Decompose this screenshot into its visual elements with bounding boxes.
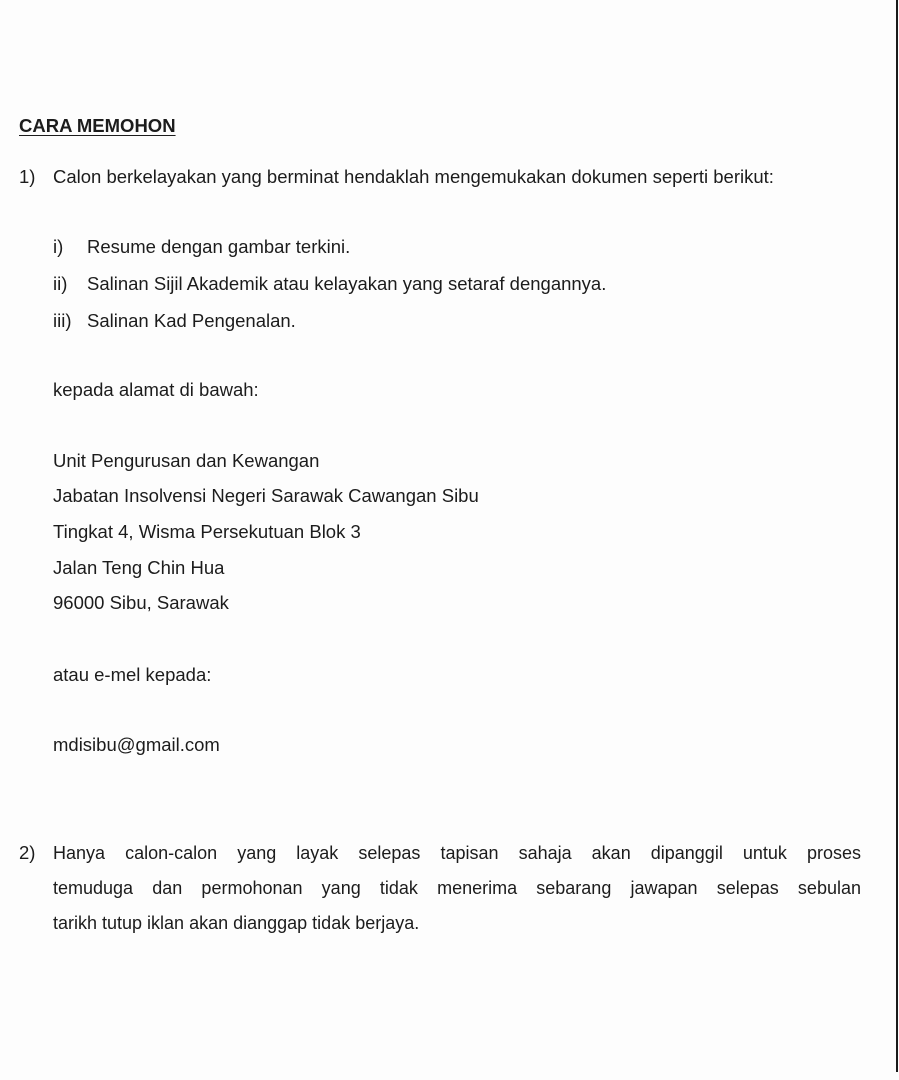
address-line: Unit Pengurusan dan Kewangan (53, 450, 320, 471)
item-2-line: temuduga dan permohonan yang tidak menerima sebarang jawapan selepas sebulan (53, 878, 861, 898)
item-1-text: Calon berkelayakan yang berminat hendaklah mengemukakan dokumen seperti berikut: (53, 166, 774, 187)
address-line: Jabatan Insolvensi Negeri Sarawak Cawangan Sibu (53, 485, 479, 506)
document-item-text: Salinan Sijil Akademik atau kelayakan yang setaraf dengannya. (87, 273, 607, 294)
address-line: Jalan Teng Chin Hua (53, 557, 225, 578)
item-2-line: tarikh tutup iklan akan dianggap tidak berjaya. (53, 913, 420, 933)
address-line: Tingkat 4, Wisma Persekutuan Blok 3 (53, 521, 361, 542)
document-item-number: iii) (53, 310, 72, 331)
document-item-number: ii) (53, 273, 68, 294)
item-1-number: 1) (19, 166, 36, 187)
email-intro: atau e-mel kepada: (53, 664, 212, 685)
document-item-text: Salinan Kad Pengenalan. (87, 310, 296, 331)
document-item-text: Resume dengan gambar terkini. (87, 236, 351, 257)
address-line: 96000 Sibu, Sarawak (53, 592, 229, 613)
address-intro: kepada alamat di bawah: (53, 379, 259, 400)
item-2-line: Hanya calon-calon yang layak selepas tapisan sahaja akan dipanggil untuk proses (53, 843, 861, 863)
document-item-number: i) (53, 236, 64, 257)
item-2-number: 2) (19, 842, 36, 863)
email-address: mdisibu@gmail.com (53, 734, 220, 755)
page-edge-border (896, 0, 898, 1072)
section-title: CARA MEMOHON (19, 115, 176, 136)
